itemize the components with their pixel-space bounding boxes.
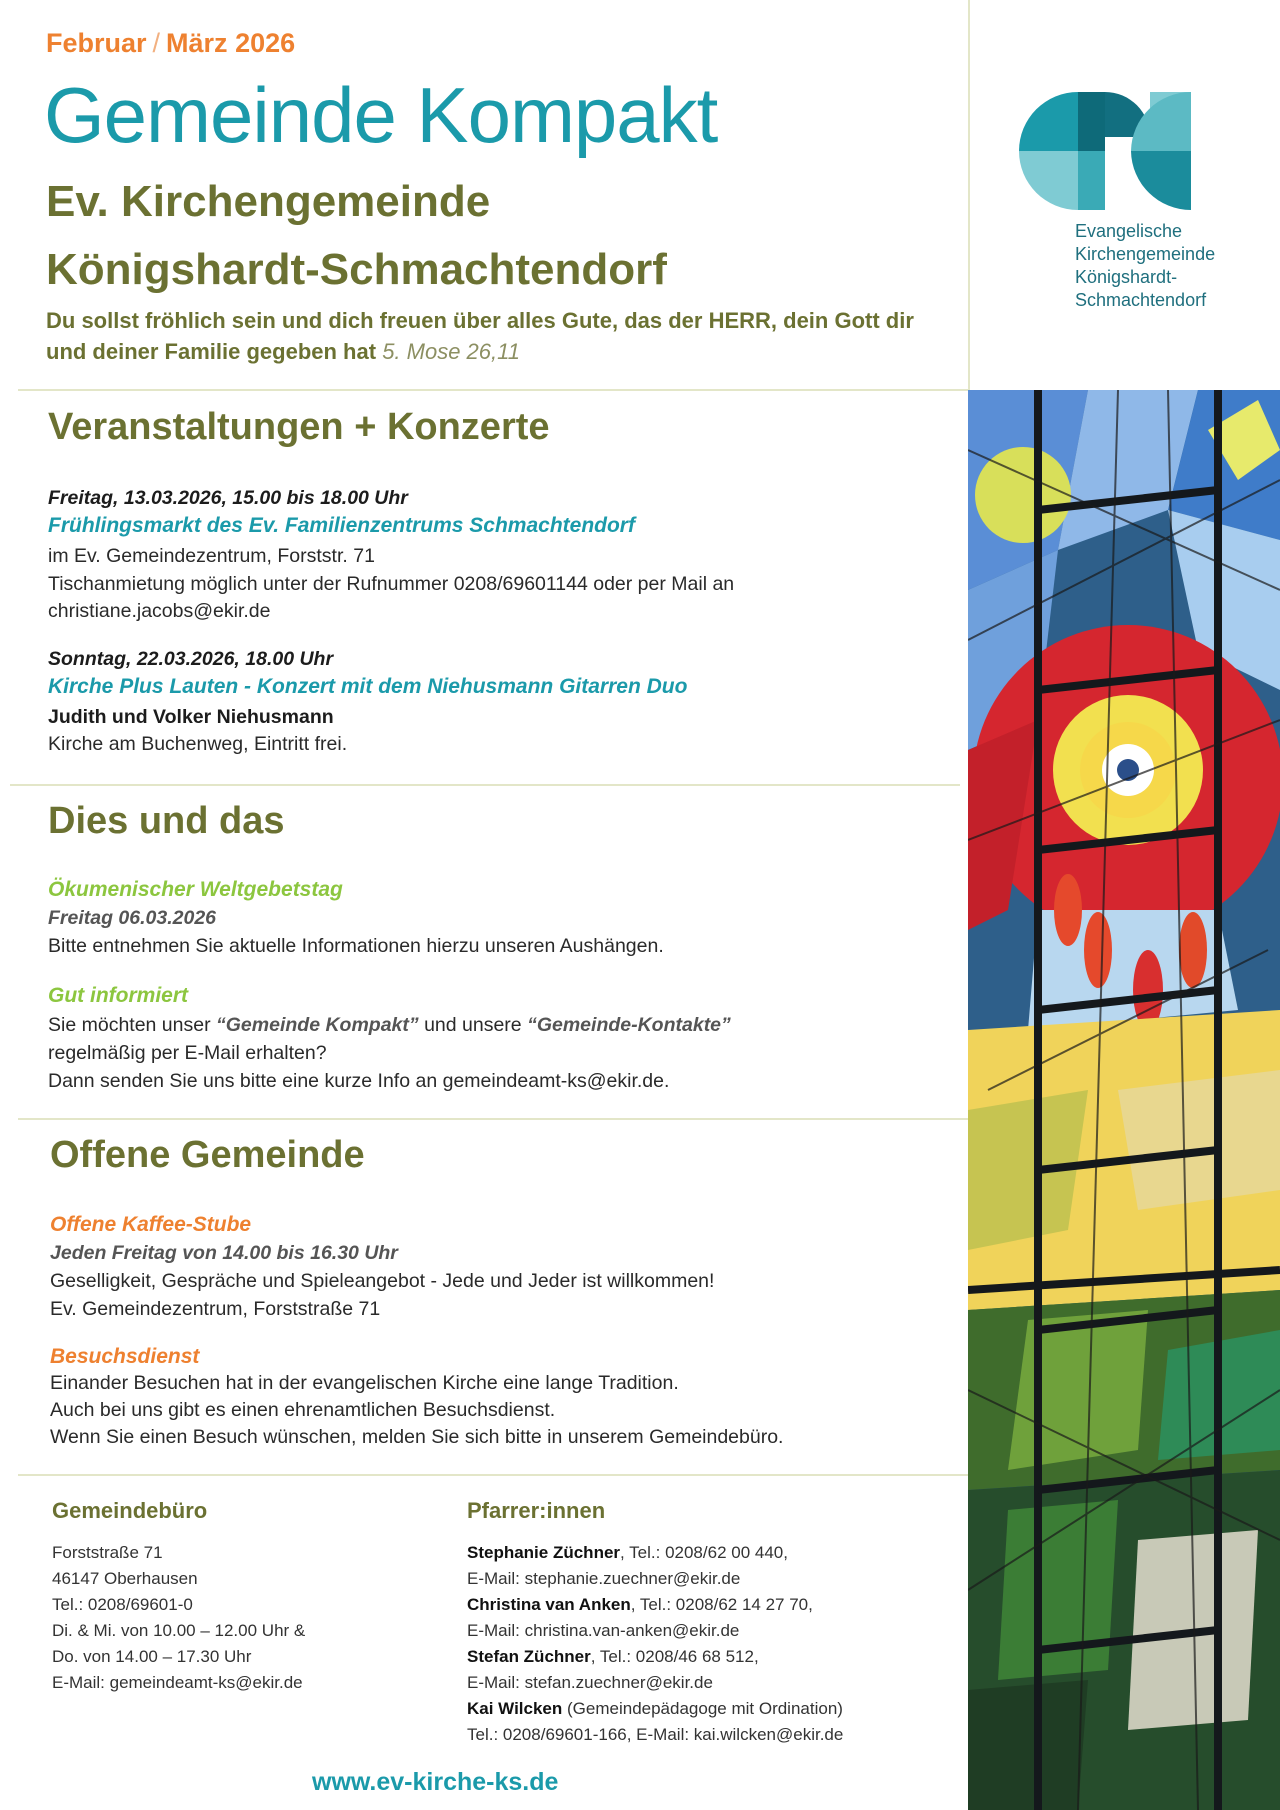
logo-caption-line-4: Schmachtendorf <box>1075 290 1207 310</box>
pastors-heading: Pfarrer:innen <box>467 1498 606 1523</box>
logo-caption <box>1075 220 1215 312</box>
pastor-4-line <box>467 1696 843 1722</box>
logo-quarter-2 <box>1019 151 1078 210</box>
section-divider-3 <box>18 1474 968 1476</box>
logo-caption-line-3: Königshardt- <box>1075 267 1178 287</box>
event-2-location: Kirche am Buchenweg, Eintritt frei. <box>48 733 348 755</box>
stained-glass-window-image <box>968 390 1280 1810</box>
section-divider-2 <box>18 1118 968 1120</box>
pastor-3-line <box>467 1644 843 1670</box>
open-2-line-1: Einander Besuchen hat in der evangelischen Kirche eine lange Tradition. <box>50 1372 679 1394</box>
pastor-3-name: Stefan Züchner <box>467 1647 591 1666</box>
misc-2-text-pre: Sie möchten unser <box>48 1014 217 1036</box>
open-2-title: Besuchsdienst <box>50 1345 200 1368</box>
misc-2-quote-1: “Gemeinde Kompakt” <box>216 1014 419 1036</box>
misc-2-quote-2: “Gemeinde-Kontakte” <box>527 1014 731 1036</box>
pastor-2-line <box>467 1592 843 1618</box>
logo-caption-line-2: Kirchengemeinde <box>1075 244 1216 264</box>
pastors-details <box>467 1540 843 1748</box>
events-heading: Veranstaltungen + Konzerte <box>48 406 550 448</box>
event-2-performers: Judith und Volker Niehusmann <box>48 706 334 728</box>
event-1-email: christiane.jacobs@ekir.de <box>48 600 271 622</box>
pastor-2-phone: , Tel.: 0208/62 14 27 70, <box>630 1595 813 1614</box>
bible-verse-reference: 5. Mose 26,11 <box>382 339 520 364</box>
office-address-city: 46147 Oberhausen <box>52 1569 198 1588</box>
issue-month-2: März 2026 <box>166 28 296 58</box>
website-link[interactable]: www.ev-kirche-ks.de <box>312 1768 559 1796</box>
pastor-1-email: E-Mail: stephanie.zuechner@ekir.de <box>467 1569 741 1588</box>
office-phone: Tel.: 0208/69601-0 <box>52 1595 193 1614</box>
pastor-4-contact: Tel.: 0208/69601-166, E-Mail: kai.wilcken@ekir.de <box>467 1725 844 1744</box>
event-2-title: Kirche Plus Lauten - Konzert mit dem Niehusmann Gitarren Duo <box>48 675 688 698</box>
misc-2-text-mid: und unsere <box>418 1014 528 1036</box>
office-heading: Gemeindebüro <box>52 1498 208 1523</box>
office-hours-2: Do. von 14.00 – 17.30 Uhr <box>52 1647 252 1666</box>
misc-2-line-2: regelmäßig per E-Mail erhalten? <box>48 1042 327 1064</box>
misc-1-info: Bitte entnehmen Sie aktuelle Informationen hierzu unseren Aushängen. <box>48 935 664 957</box>
issue-date-separator: / <box>152 28 161 58</box>
misc-heading: Dies und das <box>48 800 285 842</box>
pastor-1-phone: , Tel.: 0208/62 00 440, <box>620 1543 788 1562</box>
logo-arc-2 <box>1131 92 1191 151</box>
pastor-4-name: Kai Wilcken <box>467 1699 563 1718</box>
pastor-2-email: E-Mail: christina.van-anken@ekir.de <box>467 1621 740 1640</box>
open-1-title: Offene Kaffee-Stube <box>50 1213 252 1236</box>
logo-quarter-1 <box>1019 92 1078 151</box>
bible-verse-text: Du sollst fröhlich sein und dich freuen über alles Gute, das der HERR, dein Gott dir und deiner Familie gegeben hat <box>46 308 914 364</box>
misc-2-line-1 <box>48 1011 731 1039</box>
organization-line-2: Königshardt-Schmachtendorf <box>46 245 667 294</box>
header-vertical-divider <box>968 0 970 390</box>
event-1-date: Freitag, 13.03.2026, 15.00 bis 18.00 Uhr <box>48 487 408 509</box>
bible-verse <box>46 305 946 367</box>
office-details <box>52 1540 305 1696</box>
organization-line-1: Ev. Kirchengemeinde <box>46 177 491 226</box>
pastor-1-line <box>467 1540 843 1566</box>
newsletter-title: Gemeinde Kompakt <box>44 71 718 159</box>
misc-2-line-3: Dann senden Sie uns bitte eine kurze Info an gemeindeamt-ks@ekir.de. <box>48 1070 670 1092</box>
issue-month-1: Februar <box>46 28 147 58</box>
logo-bar-2 <box>1078 151 1105 210</box>
pastor-2-name: Christina van Anken <box>467 1595 631 1614</box>
event-1-info: Tischanmietung möglich unter der Rufnummer 0208/69601144 oder per Mail an <box>48 573 735 595</box>
pastor-3-phone: , Tel.: 0208/46 68 512, <box>590 1647 759 1666</box>
church-logo <box>1015 88 1195 214</box>
organization-title <box>46 168 667 304</box>
office-hours-1: Di. & Mi. von 10.00 – 12.00 Uhr & <box>52 1621 306 1640</box>
event-2-date: Sonntag, 22.03.2026, 18.00 Uhr <box>48 648 334 670</box>
open-1-location: Ev. Gemeindezentrum, Forststraße 71 <box>50 1298 381 1320</box>
logo-arc-3 <box>1131 151 1191 210</box>
open-heading: Offene Gemeinde <box>50 1134 365 1176</box>
open-2-line-2: Auch bei uns gibt es einen ehrenamtlichen Besuchsdienst. <box>50 1399 556 1421</box>
pastor-4-role: (Gemeindepädagoge mit Ordination) <box>562 1699 843 1718</box>
office-address-street: Forststraße 71 <box>52 1543 163 1562</box>
header-divider <box>18 389 968 391</box>
issue-date <box>46 28 295 59</box>
event-1-title: Frühlingsmarkt des Ev. Familienzentrums Schmachtendorf <box>48 514 635 537</box>
misc-2-title: Gut informiert <box>48 984 188 1007</box>
open-1-schedule: Jeden Freitag von 14.00 bis 16.30 Uhr <box>50 1242 398 1264</box>
event-1-location: im Ev. Gemeindezentrum, Forststr. 71 <box>48 545 375 567</box>
misc-1-title: Ökumenischer Weltgebetstag <box>48 878 343 901</box>
section-divider-1 <box>10 784 960 786</box>
logo-bar-1 <box>1078 92 1105 151</box>
pastor-3-email: E-Mail: stefan.zuechner@ekir.de <box>467 1673 713 1692</box>
misc-1-date: Freitag 06.03.2026 <box>48 907 217 929</box>
office-email: E-Mail: gemeindeamt-ks@ekir.de <box>52 1673 303 1692</box>
open-1-info: Geselligkeit, Gespräche und Spieleangebot - Jede und Jeder ist willkommen! <box>50 1270 715 1292</box>
open-2-line-3: Wenn Sie einen Besuch wünschen, melden Sie sich bitte in unserem Gemeindebüro. <box>50 1426 784 1448</box>
pastor-1-name: Stephanie Züchner <box>467 1543 621 1562</box>
logo-caption-line-1: Evangelische <box>1075 221 1183 241</box>
